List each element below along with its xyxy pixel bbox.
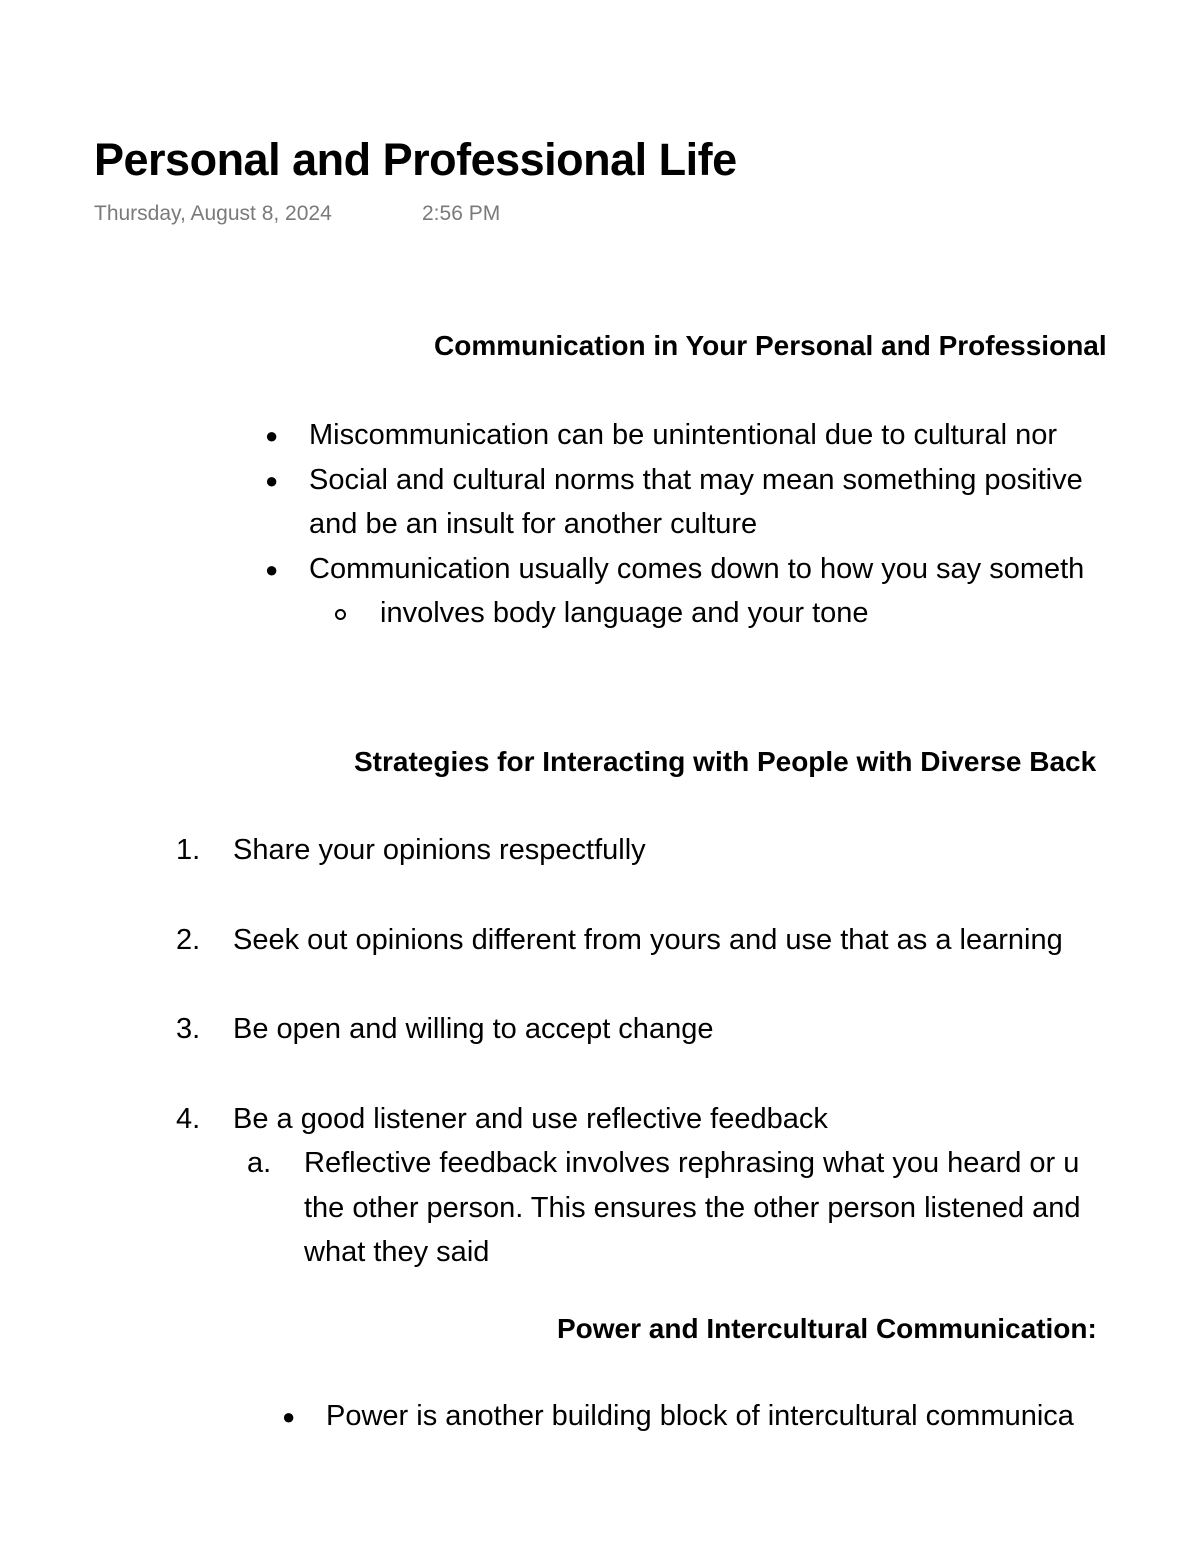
bullet-dot-icon: ● <box>265 468 279 493</box>
bullet-dot-icon: ● <box>265 557 279 582</box>
section-heading-power: Power and Intercultural Communication: <box>557 1313 1097 1344</box>
bullet-dot-icon: ● <box>282 1404 296 1429</box>
bullet-text: Social and cultural norms that may mean something positive <box>309 464 1083 496</box>
list-item: Be a good listener and use reflective feedback <box>233 1103 828 1135</box>
sub-list-label: a. <box>247 1147 272 1179</box>
list-item: Be open and willing to accept change <box>233 1013 714 1045</box>
bullet-text: Power is another building block of intercultural communica <box>326 1400 1074 1432</box>
page-time: 2:56 PM <box>422 202 501 225</box>
list-number: 1. <box>176 834 201 866</box>
bullet-text: Communication usually comes down to how you say someth <box>309 553 1085 585</box>
sub-list-item-continued: what they said <box>304 1236 490 1268</box>
list-number: 4. <box>176 1103 201 1135</box>
bullet-text: Miscommunication can be unintentional due to cultural nor <box>309 419 1057 451</box>
page-title: Personal and Professional Life <box>94 134 737 185</box>
bullet-text-continued: and be an insult for another culture <box>309 508 758 540</box>
hollow-circle-icon <box>335 609 346 620</box>
sub-bullet-text: involves body language and your tone <box>380 597 869 629</box>
list-number: 3. <box>176 1013 201 1045</box>
sub-list-item-continued: the other person. This ensures the other person listened and <box>304 1192 1081 1224</box>
list-item: Share your opinions respectfully <box>233 834 646 866</box>
page-date: Thursday, August 8, 2024 <box>94 202 332 225</box>
section-heading-strategies: Strategies for Interacting with People with Diverse Back <box>354 746 1097 777</box>
bullet-dot-icon: ● <box>265 423 279 448</box>
section-heading-communication: Communication in Your Personal and Professional <box>434 330 1107 361</box>
list-number: 2. <box>176 924 201 956</box>
list-item: Seek out opinions different from yours and use that as a learning <box>233 924 1063 956</box>
sub-list-item: Reflective feedback involves rephrasing what you heard or u <box>304 1147 1080 1179</box>
